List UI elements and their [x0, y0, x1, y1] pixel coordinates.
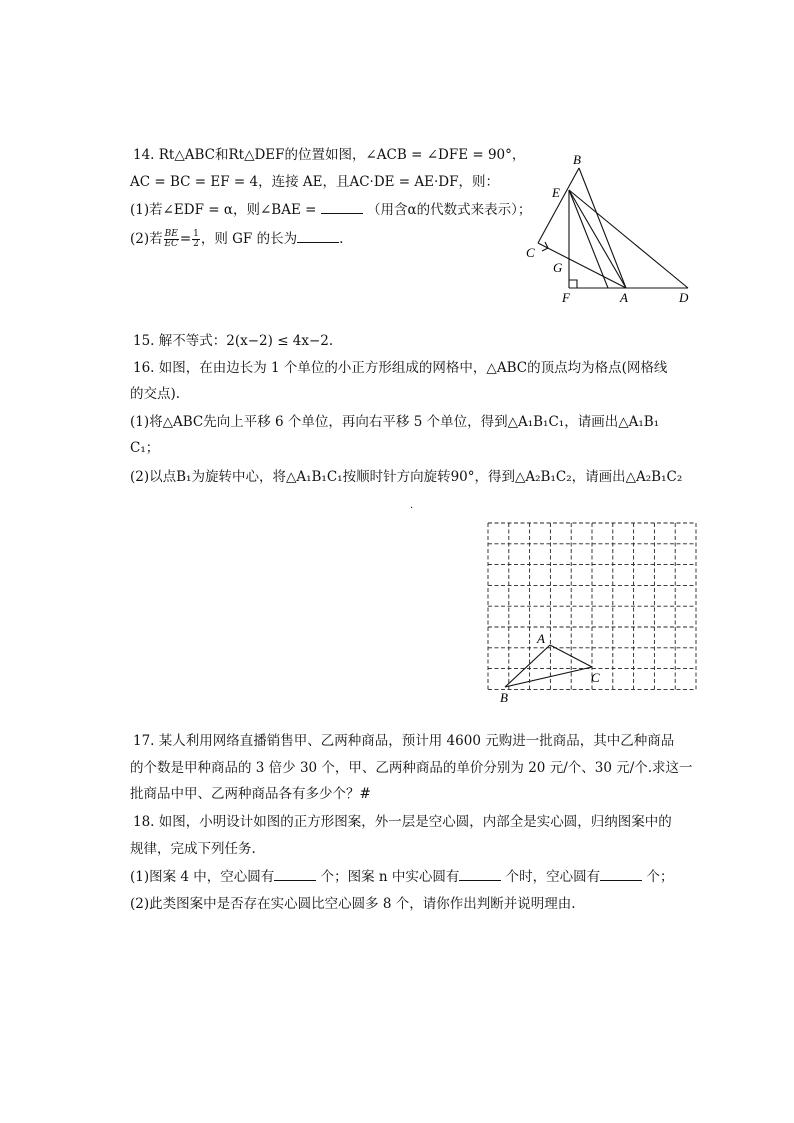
segment-e-inner — [569, 190, 608, 288]
q17-line1: 17. 某人利用网络直播销售甲、乙两种商品，预计用 4600 元购进一批商品，其中乙种商品 — [133, 733, 675, 749]
q14-geometry-figure — [520, 150, 700, 310]
grid-label-c: C — [591, 670, 600, 685]
q18-part1-c: 个时，空心圆有 — [505, 869, 601, 885]
q18-line4: (2)此类图案中是否存在实心圆比空心圆多 8 个，请你作出判断并说明理由. — [130, 896, 576, 912]
q14-line2: AC = BC = EF = 4，连接 AE，且AC·DE = AE·DF，则： — [130, 174, 499, 190]
q14-part1-prefix: (1)若∠EDF = α，则∠BAE = — [130, 202, 321, 218]
label-e: E — [552, 185, 560, 200]
q17-line3: 批商品中甲、乙两种商品各有多少个？# — [130, 786, 371, 802]
q18-part1-b: 个；图案 n 中实心圆有 — [320, 869, 460, 885]
triangle-side-bc — [505, 667, 592, 687]
q14-answer-blank-2[interactable] — [297, 228, 339, 243]
q16-line4: C₁； — [130, 440, 160, 456]
segment-ba — [579, 168, 626, 288]
q16-line2: 的交点). — [130, 386, 181, 402]
label-d: D — [679, 290, 689, 305]
q18-answer-blank-2[interactable] — [459, 866, 501, 881]
grid-label-b: B — [500, 690, 508, 705]
label-g: G — [553, 260, 563, 275]
q18-part1-d: 个； — [646, 869, 674, 885]
label-c: C — [526, 245, 535, 260]
q15-text: 15. 解不等式：2(x−2) ≤ 4x−2. — [133, 333, 334, 349]
segment-bc — [538, 168, 579, 243]
q16-grid-figure — [480, 515, 700, 710]
q16-line1: 16. 如图，在由边长为 1 个单位的小正方形组成的网格中，△ABC的顶点均为格点(网格线 — [133, 360, 668, 376]
segment-ed — [569, 190, 688, 288]
q18-answer-blank-1[interactable] — [274, 866, 316, 881]
q14-equals: = — [179, 231, 192, 247]
q14-fraction-be-ec: $\frac{BE}{EC}$ — [164, 229, 178, 249]
q14-line4 — [130, 228, 343, 249]
right-angle-mark-f — [569, 280, 577, 288]
q16-line5: (2)以点B₁为旋转中心，将△A₁B₁C₁按顺时针方向旋转90°，得到△A₂B₁C₂，请画出△A₂B₁C₂ — [130, 469, 683, 485]
q18-part1-a: (1)图案 4 中，空心圆有 — [130, 869, 275, 885]
q18-line2: 规律，完成下列任务. — [130, 841, 256, 857]
label-a: A — [620, 290, 628, 305]
q16-line3: (1)将△ABC先向上平移 6 个单位，再向右平移 5 个单位，得到△A₁B₁C₁，请画出△A₁B₁ — [130, 414, 660, 430]
label-b: B — [573, 152, 581, 167]
q18-answer-blank-3[interactable] — [600, 866, 642, 881]
q14-part2-mid: ，则 GF 的长为 — [200, 231, 298, 247]
q14-answer-blank-1[interactable] — [321, 199, 363, 214]
q14-part2-suffix: . — [339, 231, 344, 247]
q14-line3 — [130, 199, 531, 220]
dashed-grid — [488, 523, 696, 689]
q14-line1: 14. Rt△ABC和Rt△DEF的位置如图，∠ACB = ∠DFE = 90°， — [133, 147, 526, 163]
q18-line1: 18. 如图，小明设计如图的正方形图案，外一层是空心圆，内部全是实心圆，归纳图案中的 — [133, 814, 672, 830]
grid-label-a: A — [537, 631, 545, 646]
q17-line2: 的个数是甲种商品的 3 倍少 30 个，甲、乙两种商品的单价分别为 20 元/个、30 元/个.求这一 — [130, 760, 693, 776]
label-f: F — [562, 290, 570, 305]
q14-fraction-half: $\frac{1}{2}$ — [193, 229, 199, 249]
triangle-side-ab — [505, 645, 550, 687]
stray-dot: . — [410, 500, 414, 511]
q18-line3 — [130, 866, 673, 887]
q14-part1-suffix: （用含α的代数式来表示）； — [367, 202, 532, 218]
q14-part2-prefix: (2)若 — [130, 231, 163, 247]
